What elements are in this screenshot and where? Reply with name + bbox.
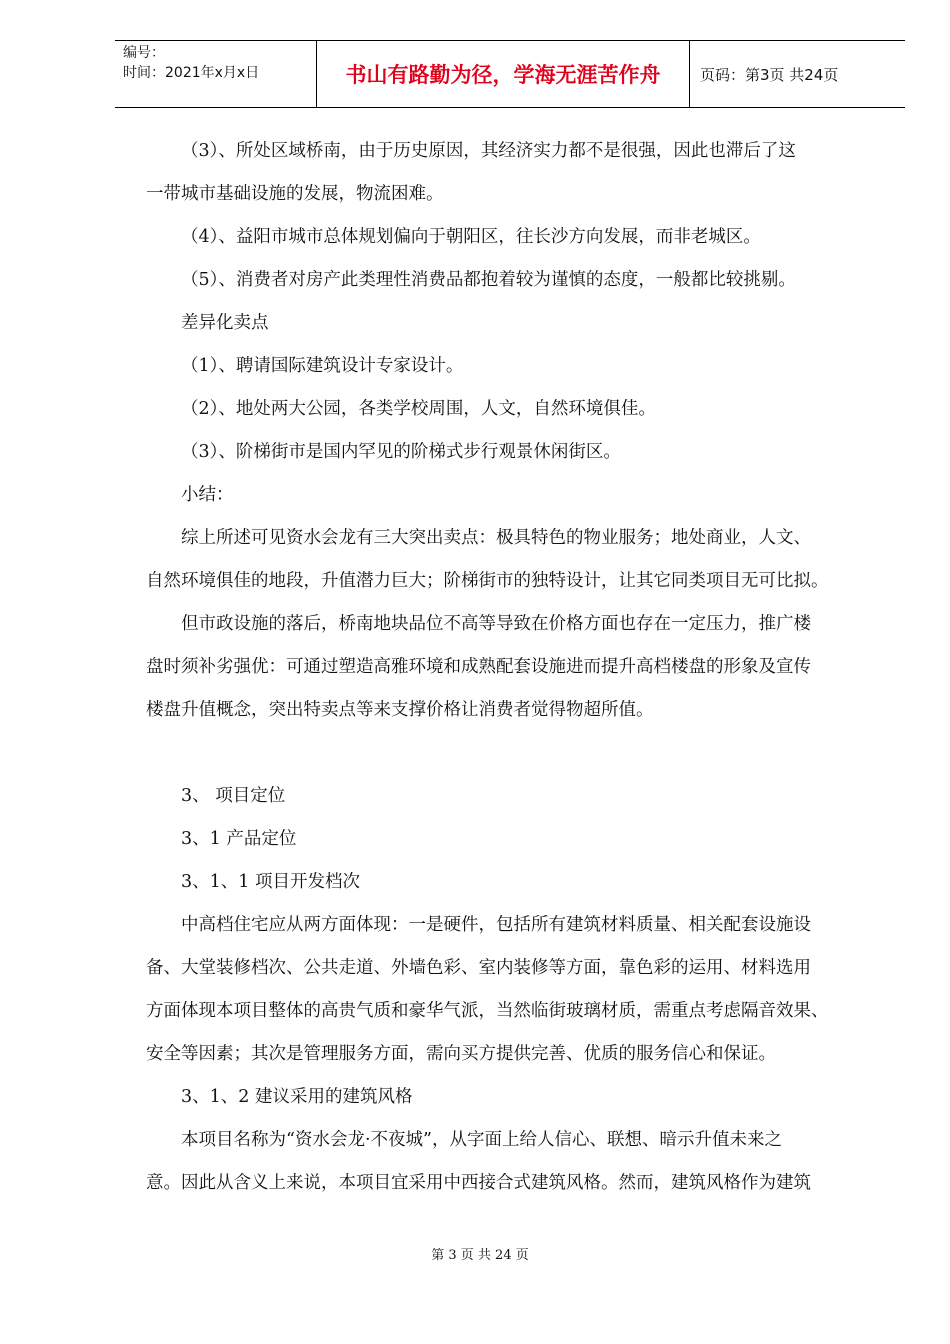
paragraph-line: 楼盘升值概念，突出特卖点等来支撑价格让消费者觉得物超所值。 xyxy=(146,700,654,720)
paragraph-line: 差异化卖点 xyxy=(181,313,269,333)
paragraph-line: 本项目名称为“资水会龙·不夜城”，从字面上给人信心、联想、暗示升值未来之 xyxy=(181,1130,782,1150)
paragraph-line: 一带城市基础设施的发展，物流困难。 xyxy=(146,184,444,204)
paragraph-line: （2）、地处两大公园，各类学校周围，人文，自然环境俱佳。 xyxy=(181,399,656,419)
paragraph-line: 3、1、2 建议采用的建筑风格 xyxy=(181,1087,413,1107)
paragraph-line: 但市政设施的落后，桥南地块品位不高等导致在价格方面也存在一定压力，推广楼 xyxy=(181,614,811,634)
paragraph-line: 方面体现本项目整体的高贵气质和豪华气派，当然临街玻璃材质，需重点考虑隔音效果、 xyxy=(146,1001,829,1021)
paragraph-line: 安全等因素；其次是管理服务方面，需向买方提供完善、优质的服务信心和保证。 xyxy=(146,1044,776,1064)
paragraph-line: 备、大堂装修档次、公共走道、外墙色彩、室内装修等方面，靠色彩的运用、材料选用 xyxy=(146,958,811,978)
paragraph-line: 自然环境俱佳的地段，升值潜力巨大；阶梯街市的独特设计，让其它同类项目无可比拟。 xyxy=(146,571,829,591)
document-body xyxy=(146,130,876,1205)
paragraph-line xyxy=(146,732,876,775)
header-meta xyxy=(115,41,317,107)
paragraph-line: 3、1 产品定位 xyxy=(181,829,297,849)
paragraph-line: 中高档住宅应从两方面体现：一是硬件，包括所有建筑材料质量、相关配套设施设 xyxy=(181,915,811,935)
paragraph-line: 3、 项目定位 xyxy=(181,786,286,806)
document-date: 时间：2021年x月x日 xyxy=(123,65,260,81)
paragraph-line: （3）、阶梯街市是国内罕见的阶梯式步行观景休闲街区。 xyxy=(181,442,621,462)
header-page-info: 页码：第3页 共24页 xyxy=(700,65,839,84)
paragraph-line: （4）、益阳市城市总体规划偏向于朝阳区，往长沙方向发展，而非老城区。 xyxy=(181,227,761,247)
page-header xyxy=(115,40,905,108)
paragraph-line: （3）、所处区域桥南，由于历史原因，其经济实力都不是很强，因此也滞后了这 xyxy=(181,141,796,161)
paragraph-line: （1）、聘请国际建筑设计专家设计。 xyxy=(181,356,464,376)
page-footer: 第 3 页 共 24 页 xyxy=(431,1248,529,1263)
paragraph-line: 小结： xyxy=(181,485,234,505)
header-motto: 书山有路勤为径，学海无涯苦作舟 xyxy=(317,41,690,107)
paragraph-line: （5）、消费者对房产此类理性消费品都抱着较为谨慎的态度，一般都比较挑剔。 xyxy=(181,270,796,290)
document-number-label: 编号： xyxy=(123,45,165,61)
paragraph-line: 综上所述可见资水会龙有三大突出卖点：极具特色的物业服务；地处商业，人文、 xyxy=(181,528,811,548)
paragraph-line: 意。因此从含义上来说，本项目宜采用中西接合式建筑风格。然而，建筑风格作为建筑 xyxy=(146,1173,811,1193)
paragraph-line: 盘时须补劣强优：可通过塑造高雅环境和成熟配套设施进而提升高档楼盘的形象及宣传 xyxy=(146,657,811,677)
paragraph-line: 3、1、1 项目开发档次 xyxy=(181,872,360,892)
